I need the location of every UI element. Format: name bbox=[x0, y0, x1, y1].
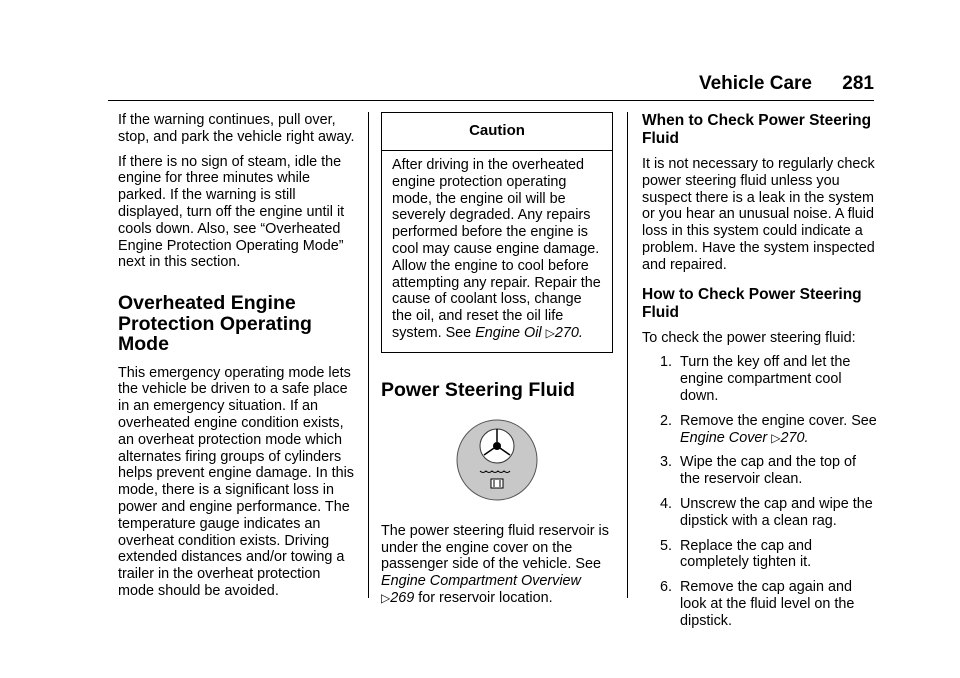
column-divider-2 bbox=[627, 112, 628, 598]
paragraph: The power steering fluid reservoir is under the engine cover on the passenger side of the vehicle. See bbox=[381, 522, 609, 573]
engine-oil-link[interactable]: Engine Oil bbox=[475, 324, 542, 341]
page-number: 281 bbox=[842, 73, 874, 94]
section-heading: Overheated Engine Protection Operating Mode bbox=[118, 292, 312, 356]
section-heading: Power Steering Fluid bbox=[381, 378, 575, 401]
list-item: 4. Unscrew the cap and wipe the dipstick with a clean rag. bbox=[659, 495, 873, 529]
steps-list bbox=[642, 354, 878, 629]
column-1 bbox=[118, 112, 358, 608]
page-ref[interactable]: 270. bbox=[780, 429, 809, 446]
column-2 bbox=[381, 112, 613, 615]
paragraph: This emergency operating mode lets the vehicle be driven to a safe place in an emergency situation. If an overheated engine condition exists, an overheat protection mode which alternates firing groups of cylinders helps prevent engine damage. In this mode, there is a significant loss in power and engine performance. The temperature gauge indicates an overheat condition exists. Driving extended distances and/or towing a trailer in the overheat protection mode should be avoided. bbox=[118, 364, 355, 600]
column-3 bbox=[642, 112, 878, 638]
list-item: 1. Turn the key off and let the engine compartment cool down. bbox=[659, 354, 851, 404]
caution-body bbox=[382, 151, 612, 352]
paragraph: If there is no sign of steam, idle the engine for three minutes while parked. If the warning is still displayed, turn off the engine until it cools down. Also, see “Overheated Engine Protection Operating Mode” next in this section. bbox=[118, 153, 345, 271]
column-divider-1 bbox=[368, 112, 369, 598]
caution-text: After driving in the overheated engine protection operating mode, the engine oil will be severely degraded. Any repairs performed before the engine is cool may cause engine damage. Allow the engine to cool before attempting any repair. Repair the cause of coolant loss, change the oil, and reset the oil life system. See bbox=[392, 157, 601, 341]
page-ref-arrow-icon: ▷ bbox=[545, 325, 555, 340]
engine-cover-link[interactable]: Engine Cover bbox=[680, 429, 768, 446]
section-heading: When to Check Power Steering Fluid bbox=[642, 112, 872, 147]
list-item: 3. Wipe the cap and the top of the reservoir clean. bbox=[659, 454, 857, 488]
page-header bbox=[108, 70, 874, 101]
section-title: Vehicle Care bbox=[698, 73, 812, 94]
caution-box bbox=[381, 112, 613, 353]
page-ref-arrow-icon: ▷ bbox=[771, 430, 781, 445]
list-item: 2. Remove the engine cover. See Engine Cover ▷270. bbox=[659, 412, 877, 446]
paragraph: If the warning continues, pull over, stop, and park the vehicle right away. bbox=[118, 112, 355, 145]
page-ref[interactable]: 269 bbox=[390, 589, 415, 606]
paragraph: It is not necessary to regularly check power steering fluid unless you suspect there is a leak in the system or you hear an unusual noise. A fluid loss in this system could indicate a problem. Have the system inspected and repaired. bbox=[642, 156, 875, 273]
page-ref-arrow-icon: ▷ bbox=[381, 590, 391, 605]
caution-title: Caution bbox=[382, 113, 612, 151]
list-item: 5. Replace the cap and completely tighten it. bbox=[659, 537, 813, 571]
paragraph-tail: for reservoir location. bbox=[418, 589, 553, 606]
list-item: 6. Remove the cap again and look at the fluid level on the dipstick. bbox=[659, 579, 855, 629]
paragraph: To check the power steering fluid: bbox=[642, 329, 856, 346]
power-steering-fluid-cap-icon bbox=[456, 419, 538, 501]
engine-compartment-overview-link[interactable]: Engine Compartment Overview bbox=[381, 573, 581, 590]
page-ref[interactable]: 270. bbox=[554, 324, 583, 341]
section-heading: How to Check Power Steering Fluid bbox=[642, 285, 862, 321]
